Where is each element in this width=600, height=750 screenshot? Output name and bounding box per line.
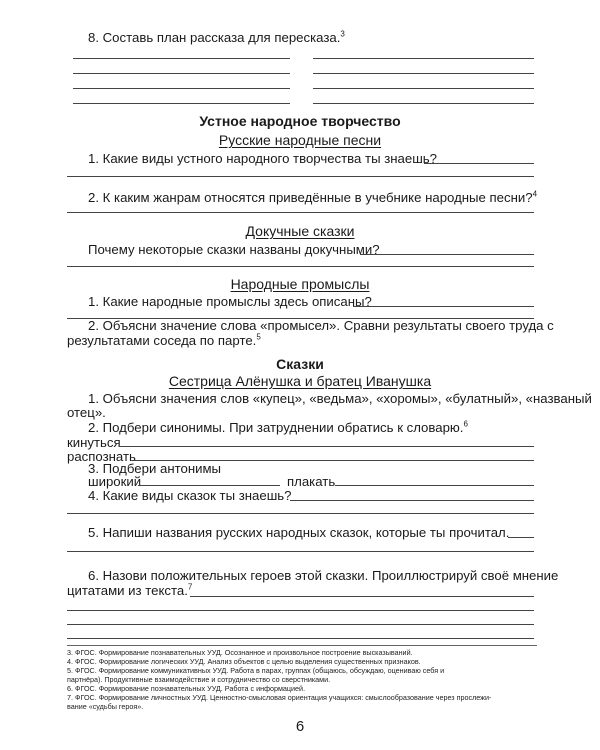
answer-line[interactable]	[73, 58, 290, 59]
question-promysel-line2: результатами соседа по парте.$^5$	[67, 332, 261, 348]
answer-line[interactable]	[424, 163, 534, 164]
word-shirokiy: широкий	[88, 474, 142, 489]
answer-line[interactable]	[67, 624, 534, 625]
footnote: 4. ФГОС. Формирование логических УУД. Анализ объектов с целью выделения существенных признаков.	[67, 657, 421, 666]
answer-line[interactable]	[67, 513, 534, 514]
answer-line[interactable]	[73, 73, 290, 74]
question-heroes-line1: 6. Назови положительных героев этой сказки. Проиллюстрируй своё мнение	[88, 568, 559, 583]
footnote: 6. ФГОС. Формирование познавательных УУД. Работа с информацией.	[67, 684, 306, 693]
footnote: партнёра). Продуктивные взаимодействие и сотрудничество со сверстниками.	[67, 675, 331, 684]
answer-line[interactable]	[353, 306, 534, 307]
section-title-oral-folk: Устное народное творчество	[199, 113, 401, 129]
question-tedious-tales: Почему некоторые сказки названы докучными?	[88, 242, 380, 257]
answer-line[interactable]	[67, 212, 534, 213]
question-tale-types: 4. Какие виды сказок ты знаешь?	[88, 488, 292, 503]
answer-line[interactable]	[73, 88, 290, 89]
word-plakat: плакать	[287, 474, 336, 489]
question-8: 8. Составь план рассказа для пересказа.$^3$	[88, 29, 345, 45]
answer-line[interactable]	[138, 485, 280, 486]
question-synonyms: 2. Подбери синонимы. При затруднении обратись к словарю.$^6$	[88, 419, 468, 435]
word-raspoznat: распознать	[67, 449, 136, 464]
answer-line[interactable]	[67, 266, 534, 267]
answer-line[interactable]	[67, 176, 534, 177]
footnote-divider	[67, 645, 537, 646]
subtitle-tedious-tales: Докучные сказки	[245, 223, 355, 239]
answer-line[interactable]	[313, 103, 534, 104]
word-kinutsya: кинуться	[67, 435, 121, 450]
subtitle-folk-crafts: Народные промыслы	[230, 276, 370, 292]
question-promysel-line1: 2. Объясни значение слова «промысел». Сравни результаты своего труда с	[88, 318, 554, 333]
question-antonyms: 3. Подбери антонимы	[88, 461, 222, 476]
answer-line[interactable]	[508, 537, 534, 538]
footnote: 7. ФГОС. Формирование личностных УУД. Ценностно-смысловая ориентация учащихся: смыслообразование через прослежи-	[67, 693, 492, 702]
section-title-tales: Сказки	[276, 356, 324, 372]
footnote: вание «судьбы героя».	[67, 702, 144, 711]
answer-line[interactable]	[360, 254, 534, 255]
answer-line[interactable]	[67, 638, 534, 639]
answer-line[interactable]	[119, 446, 534, 447]
question-crafts: 1. Какие народные промыслы здесь описаны?	[88, 294, 372, 309]
answer-line[interactable]	[67, 610, 534, 611]
subtitle-alyonushka: Сестрица Алёнушка и братец Иванушка	[168, 373, 432, 389]
question-folk-genres: 1. Какие виды устного народного творчества ты знаешь?	[88, 151, 437, 166]
question-word-meanings-line2: отец».	[67, 405, 106, 420]
answer-line[interactable]	[313, 58, 534, 59]
question-read-tales: 5. Напиши названия русских народных сказок, которые ты прочитал.	[88, 525, 510, 540]
question-song-genres: 2. К каким жанрам относятся приведённые в учебнике народные песни?$^4$	[88, 189, 538, 205]
answer-line[interactable]	[67, 551, 534, 552]
question-heroes-line2: цитатами из текста.$^7$	[67, 582, 193, 598]
question-word-meanings-line1: 1. Объясни значения слов «купец», «ведьма», «хоромы», «булатный», «названый	[88, 391, 592, 406]
footnote: 3. ФГОС. Формирование познавательных УУД. Осознанное и произвольное построение высказываний.	[67, 648, 413, 657]
page-number: 6	[295, 718, 305, 735]
answer-line[interactable]	[313, 73, 534, 74]
answer-line[interactable]	[73, 103, 290, 104]
answer-line[interactable]	[290, 500, 534, 501]
subtitle-folk-songs: Русские народные песни	[218, 132, 382, 148]
answer-line[interactable]	[313, 88, 534, 89]
answer-line[interactable]	[335, 485, 534, 486]
footnote: 5. ФГОС. Формирование коммуникативных УУД. Работа в парах, группах (общаюсь, обсуждаю, оцениваю себя и	[67, 666, 445, 675]
answer-line[interactable]	[190, 596, 534, 597]
